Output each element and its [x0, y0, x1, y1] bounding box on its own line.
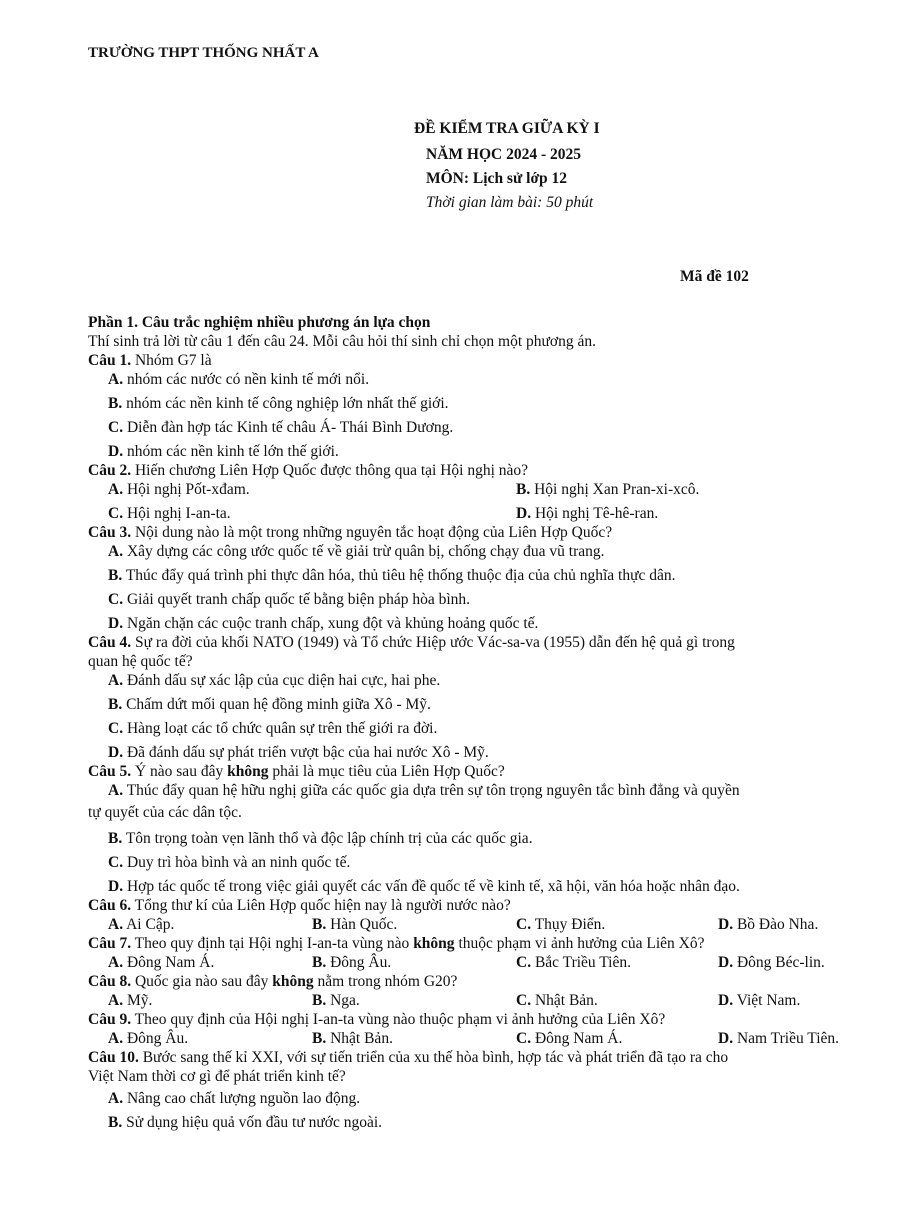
q4-option-d: D. Đã đánh dấu sự phát triển vượt bậc của hai nước Xô - Mỹ.: [108, 744, 489, 761]
q7-option-b: B. Đông Âu.: [312, 954, 392, 971]
q3-option-d: D. Ngăn chặn các cuộc tranh chấp, xung đột và khủng hoảng quốc tế.: [108, 615, 539, 632]
q9-option-b: B. Nhật Bản.: [312, 1030, 393, 1047]
q1-option-a: A. nhóm các nước có nền kinh tế mới nổi.: [108, 371, 370, 388]
q1-option-b: B. nhóm các nền kinh tế công nghiệp lớn nhất thế giới.: [108, 395, 449, 412]
q9-options: [88, 1029, 888, 1048]
q2-option-b: B. Hội nghị Xan Pran-xi-xcô.: [516, 481, 700, 498]
q2-option-d: D. Hội nghị Tê-hê-ran.: [516, 505, 659, 522]
q1-option-d: D. nhóm các nền kinh tế lớn thế giới.: [108, 443, 339, 460]
q9-option-a: A. Đông Âu.: [108, 1030, 189, 1047]
q5-option-d: D. Hợp tác quốc tế trong việc giải quyết các vấn đề quốc tế về kinh tế, xã hội, văn hóa hoặc nhân đạo.: [108, 878, 740, 895]
question-7: Câu 7. Theo quy định tại Hội nghị I-an-ta vùng nào không thuộc phạm vi ảnh hưởng của Liên Xô?: [88, 935, 705, 952]
q6-option-b: B. Hàn Quốc.: [312, 916, 398, 933]
q8-option-a: A. Mỹ.: [108, 992, 153, 1009]
q6-option-c: C. Thụy Điển.: [516, 916, 606, 933]
q8-option-d: D. Việt Nam.: [718, 992, 801, 1009]
part-title: Phần 1. Câu trắc nghiệm nhiều phương án lựa chọn: [88, 314, 431, 331]
exam-title: ĐỀ KIỂM TRA GIỮA KỲ I: [414, 120, 600, 137]
question-8: Câu 8. Quốc gia nào sau đây không nằm trong nhóm G20?: [88, 973, 458, 990]
question-4: Câu 4. Sự ra đời của khối NATO (1949) và Tổ chức Hiệp ước Vác-sa-va (1955) dẫn đến hệ quả gì trong: [88, 634, 735, 651]
subject: MÔN: Lịch sử lớp 12: [426, 170, 568, 187]
q8-options: [88, 991, 888, 1010]
q9-option-c: C. Đông Nam Á.: [516, 1030, 623, 1047]
q4-option-a: A. Đánh dấu sự xác lập của cục diện hai cực, hai phe.: [108, 672, 441, 689]
q5-option-b: B. Tôn trọng toàn vẹn lãnh thổ và độc lập chính trị của các quốc gia.: [108, 830, 533, 847]
q5-option-a: A. Thúc đẩy quan hệ hữu nghị giữa các quốc gia dựa trên sự tôn trọng nguyên tắc bình đẳng và quyền: [108, 782, 740, 799]
question-4-cont: quan hệ quốc tế?: [88, 653, 193, 670]
question-10: Câu 10. Bước sang thế kỉ XXI, với sự tiến triển của xu thế hòa bình, hợp tác và phát triển đã tạo ra cho: [88, 1049, 729, 1066]
exam-content: [88, 313, 888, 1137]
q1-option-c: C. Diễn đàn hợp tác Kinh tế châu Á- Thái Bình Dương.: [108, 419, 454, 436]
q8-option-c: C. Nhật Bản.: [516, 992, 598, 1009]
q2-options-row2: [88, 504, 888, 523]
q10-option-b: B. Sử dụng hiệu quả vốn đầu tư nước ngoài.: [108, 1114, 383, 1131]
school-year: NĂM HỌC 2024 - 2025: [426, 146, 581, 163]
q4-option-c: C. Hàng loạt các tổ chức quân sự trên thế giới ra đời.: [108, 720, 438, 737]
q9-option-d: D. Nam Triều Tiên.: [718, 1030, 840, 1047]
q6-options: [88, 915, 888, 934]
question-3: Câu 3. Nội dung nào là một trong những nguyên tắc hoạt động của Liên Hợp Quốc?: [88, 524, 613, 541]
q5-option-c: C. Duy trì hòa bình và an ninh quốc tế.: [108, 854, 351, 871]
q2-option-a: A. Hội nghị Pốt-xđam.: [108, 481, 250, 498]
q8-option-b: B. Nga.: [312, 992, 360, 1009]
q2-option-c: C. Hội nghị I-an-ta.: [108, 505, 231, 522]
q10-option-a: A. Nâng cao chất lượng nguồn lao động.: [108, 1090, 361, 1107]
q2-options-row1: [88, 480, 888, 504]
question-1: Câu 1. Nhóm G7 là: [88, 352, 212, 369]
q3-option-c: C. Giải quyết tranh chấp quốc tế bằng biện pháp hòa bình.: [108, 591, 471, 608]
q7-option-c: C. Bắc Triều Tiên.: [516, 954, 631, 971]
q3-option-a: A. Xây dựng các công ước quốc tế về giải trừ quân bị, chống chạy đua vũ trang.: [108, 543, 605, 560]
question-10-cont: Việt Nam thời cơ gì để phát triển kinh tế?: [88, 1068, 346, 1085]
question-2: Câu 2. Hiến chương Liên Hợp Quốc được thông qua tại Hội nghị nào?: [88, 462, 529, 479]
question-5: Câu 5. Ý nào sau đây không phải là mục tiêu của Liên Hợp Quốc?: [88, 763, 505, 780]
q6-option-a: A. Ai Cập.: [108, 916, 175, 933]
question-6: Câu 6. Tổng thư kí của Liên Hợp quốc hiện nay là người nước nào?: [88, 897, 511, 914]
q6-option-d: D. Bồ Đào Nha.: [718, 916, 819, 933]
exam-time: Thời gian làm bài: 50 phút: [426, 194, 594, 211]
q7-options: [88, 953, 888, 972]
q4-option-b: B. Chấm dứt mối quan hệ đồng minh giữa Xô - Mỹ.: [108, 696, 431, 713]
part-instruction: Thí sinh trả lời từ câu 1 đến câu 24. Mỗi câu hỏi thí sinh chỉ chọn một phương án.: [88, 333, 597, 350]
exam-code: Mã đề 102: [680, 268, 749, 285]
question-9: Câu 9. Theo quy định của Hội nghị I-an-ta vùng nào thuộc phạm vi ảnh hưởng của Liên Xô?: [88, 1011, 666, 1028]
q7-option-d: D. Đông Béc-lin.: [718, 954, 825, 971]
q3-option-b: B. Thúc đẩy quá trình phi thực dân hóa, thủ tiêu hệ thống thuộc địa của chủ nghĩa thực dân.: [108, 567, 676, 584]
q7-option-a: A. Đông Nam Á.: [108, 954, 215, 971]
q5-option-a-cont: tự quyết của các dân tộc.: [88, 804, 242, 821]
school-name: TRƯỜNG THPT THỐNG NHẤT A: [88, 45, 319, 61]
